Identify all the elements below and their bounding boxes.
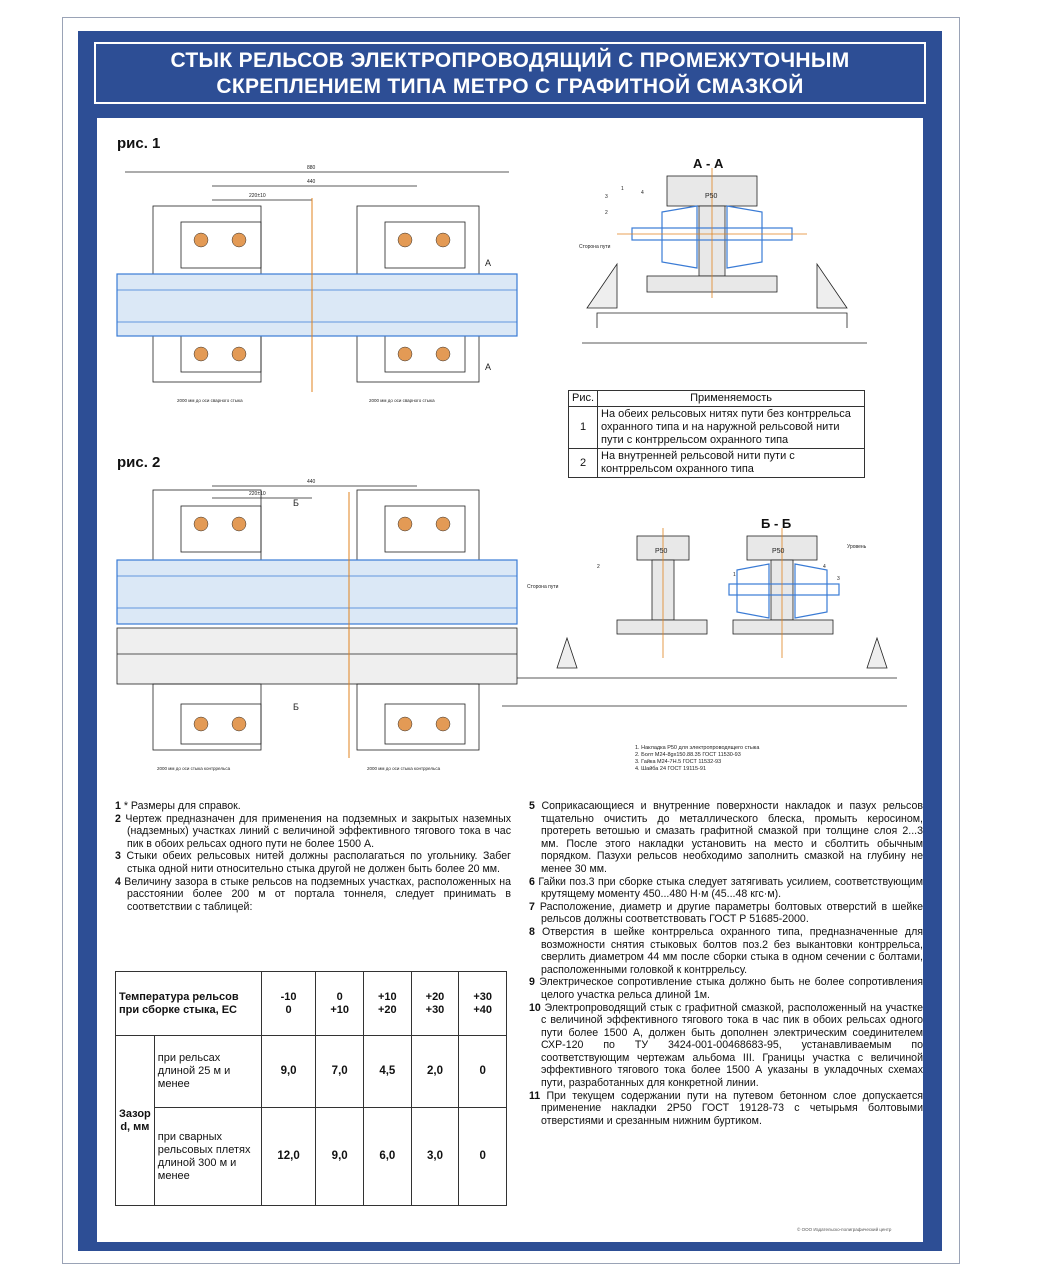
- section-bb-drawing: [497, 528, 917, 738]
- gap-row2-label: при сварных рельсовых плетях длиной 300 м и менее: [154, 1108, 261, 1206]
- applicability-table: [568, 390, 865, 478]
- bb-outer-track: Сторона пути: [527, 584, 559, 590]
- fig1-dim-inner: 440: [307, 179, 316, 185]
- section-aa-label: А - А: [693, 156, 724, 171]
- note-item: 10 Электропроводящий стык с графитной смазкой, расположенный на участке с величиной эффективного тягового тока в час пик в обоих рельсах одного пути более 1500 А, должен быть дополнен электрическим соединителем СХР-120 по ТУ 3424-001-00468683-95, устанавливаемым по соответствующим чертежам альбома III. Границы участка с величиной эффективного тягового тока более 1500 А указаны в укладочных схемах пути, разработанных для конкретной линии.: [529, 1001, 923, 1090]
- note-item: 7 Расположение, диаметр и другие параметры болтовых отверстий в шейке рельсов должны соответствовать ГОСТ Р 51685-2000.: [529, 900, 923, 926]
- note-item: 3 Стыки обеих рельсовых нитей должны располагаться по угольнику. Забег стыка одной нити относительно стыка другой не должен быть более 20 мм.: [115, 850, 511, 875]
- note-item: 4 Величину зазора в стыке рельсов на подземных участках, расположенных на расстоянии более 200 м от портала тоннеля, следует принимать в соответствии с таблицей:: [115, 875, 511, 913]
- title-line-2: СКРЕПЛЕНИЕМ ТИПА МЕТРО С ГРАФИТНОЙ СМАЗКОЙ: [216, 75, 804, 98]
- fig1-note-left: 2000 мм до оси сварного стыка: [177, 398, 243, 403]
- temp-col: -10 0: [261, 972, 316, 1036]
- fig2-note-right: 2000 мм до оси стыка контррельса: [367, 766, 441, 771]
- section-aa-drawing: [577, 168, 877, 368]
- legend-item: 3. Гайка М24-7Н.5 ГОСТ 11532-93: [635, 759, 722, 765]
- legend-item: 2. Болт М24-8gх150.88.35 ГОСТ 11530-93: [635, 752, 741, 758]
- gap-cell: 4,5: [364, 1036, 412, 1108]
- app-row1-text: На обеих рельсовых нитях пути без контррельса охранного типа и на наружной рельсовой нити пути с контррельсом охранного типа: [598, 407, 865, 449]
- gap-cell: 3,0: [411, 1108, 459, 1206]
- bb-callout-1: 1: [733, 572, 736, 578]
- gap-cell: 9,0: [261, 1036, 316, 1108]
- aa-callout-1: 1: [621, 186, 624, 192]
- gap-table-header: Температура рельсов при сборке стыка, ЕС: [116, 972, 262, 1036]
- gap-cell: 7,0: [316, 1036, 364, 1108]
- gap-cell: 12,0: [261, 1108, 316, 1206]
- parts-legend: [635, 745, 759, 773]
- fig2-mark-b-top: Б: [293, 498, 299, 508]
- fig1-label: рис. 1: [117, 135, 161, 152]
- app-row1-n: 1: [569, 407, 598, 449]
- bb-callout-2: 2: [597, 564, 600, 570]
- note-item: 1 * Размеры для справок.: [115, 800, 241, 812]
- bb-level-label: Уровень: [847, 544, 867, 550]
- temp-col: 0 +10: [316, 972, 364, 1036]
- note-item: 8 Отверстия в шейке контррельса охранного типа, предназначенные для возможности снятия стыковых болтов поз.2 без выкантовки контррельса, сверлить диаметром 44 мм после сборки стыка в одном сечении с болтами, расположенными головкой к контррельсу.: [529, 925, 923, 976]
- gap-cell: 2,0: [411, 1036, 459, 1108]
- fig2-note-left: 2000 мм до оси стыка контррельса: [157, 766, 231, 771]
- poster-title: [94, 42, 926, 104]
- gap-cell: 6,0: [364, 1108, 412, 1206]
- fig1-note-right: 2000 мм до оси сварного стыка: [369, 398, 435, 403]
- temp-col: +10 +20: [364, 972, 412, 1036]
- note-item: 9 Электрическое сопротивление стыка должно быть не более сопротивления целого участка рельса длиной 1м.: [529, 976, 923, 1001]
- gap-table: [115, 971, 507, 1206]
- temp-col: +20 +30: [411, 972, 459, 1036]
- note-item: 2 Чертеж предназначен для применения на подземных и закрытых наземных (надземных) участках линий с величиной эффективного тягового тока в час пик в обоих рельсах одного пути не более 1500 А.: [115, 812, 511, 850]
- title-line-1: СТЫК РЕЛЬСОВ ЭЛЕКТРОПРОВОДЯЩИЙ С ПРОМЕЖУТОЧНЫМ: [170, 49, 850, 72]
- notes-left: [115, 800, 511, 913]
- app-col-use: Применяемость: [598, 391, 865, 407]
- gap-row1-label: при рельсах длиной 25 м и менее: [154, 1036, 261, 1108]
- note-item: 5 Соприкасающиеся и внутренние поверхности накладок и пазух рельсов тщательно очистить до металлического блеска, промыть керосином, протереть ветошью и смазать графитной смазкой при толщине слоя 2...3 мм. После этого накладки установить на место и сболтить обычным порядком. Пазухи рельсов необходимо заполнить смазкой на глубину не менее 30 мм.: [529, 800, 923, 875]
- legend-item: 1. Накладка Р50 для электропроводящего стыка: [635, 745, 760, 751]
- gap-cell: 0: [459, 1108, 507, 1206]
- fig2-drawing: [117, 478, 537, 788]
- footer-credit: © ООО Издательско-полиграфический центр: [797, 1227, 892, 1232]
- aa-callout-4: 4: [641, 190, 644, 196]
- gap-cell: 0: [459, 1036, 507, 1108]
- fig2-mark-b-bottom: Б: [293, 702, 299, 712]
- aa-callout-3: 3: [605, 194, 608, 200]
- fig1-dim-small: 220±10: [249, 193, 266, 199]
- legend-item: 4. Шайба 24 ГОСТ 19115-91: [635, 766, 707, 772]
- fig1-mark-a-bottom: А: [485, 362, 492, 372]
- fig2-dim-small: 220±10: [249, 491, 266, 497]
- section-bb-label: Б - Б: [761, 516, 792, 531]
- bb-callout-3: 3: [837, 576, 840, 582]
- app-row2-n: 2: [569, 449, 598, 478]
- fig1-dim-total: 880: [307, 165, 316, 171]
- bb-callout-4: 4: [823, 564, 826, 570]
- temp-col: +30 +40: [459, 972, 507, 1036]
- content-area: [97, 118, 923, 1242]
- app-col-fig: Рис.: [569, 391, 598, 407]
- fig1-drawing: [117, 158, 537, 418]
- gap-label: Зазор d, мм: [116, 1036, 155, 1206]
- gap-cell: 9,0: [316, 1108, 364, 1206]
- fig1-mark-a-top: А: [485, 258, 492, 268]
- fig2-label: рис. 2: [117, 454, 161, 471]
- aa-callout-2: 2: [605, 210, 608, 216]
- aa-outer-track: Сторона пути: [579, 244, 611, 250]
- bb-rail-label-left: Р50: [655, 548, 668, 555]
- app-row2-text: На внутренней рельсовой нити пути с контррельсом охранного типа: [598, 449, 865, 478]
- bb-rail-label-right: Р50: [772, 548, 785, 555]
- notes-right: [529, 800, 923, 1127]
- note-item: 6 Гайки поз.3 при сборке стыка следует затягивать усилием, соответствующим крутящему моменту 450...480 Н·м (45...48 кгс·м).: [529, 875, 923, 901]
- aa-rail-label: Р50: [705, 193, 718, 200]
- note-item: 11 При текущем содержании пути на путевом бетонном слое допускается применение накладки 2Р50 ГОСТ 19128-73 с четырьмя болтовыми отверстиями и срезанным нижним буртиком.: [529, 1089, 923, 1127]
- fig2-dim: 440: [307, 479, 316, 485]
